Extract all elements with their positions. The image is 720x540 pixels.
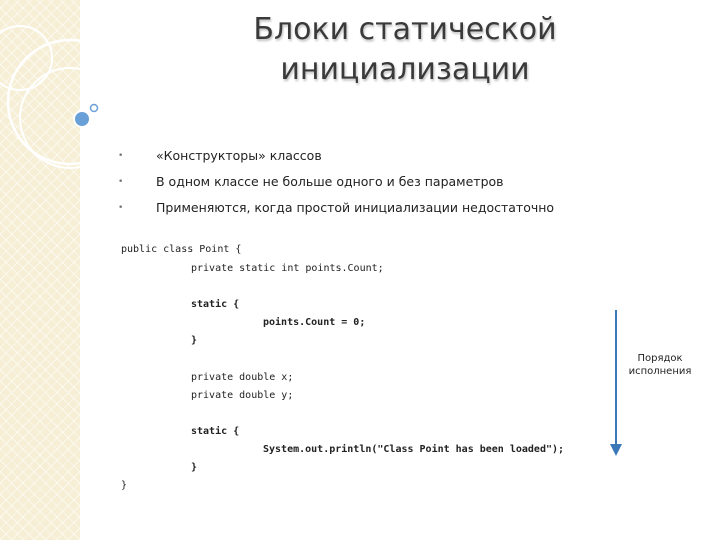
code-line: public class Point {	[121, 244, 242, 255]
bullet-text: Применяются, когда простой инициализации недостаточно	[156, 200, 555, 215]
code-line: System.out.println("Class Point has been loaded");	[263, 444, 565, 455]
code-line: points.Count = 0;	[263, 317, 366, 328]
code-line: }	[121, 480, 128, 491]
decorative-bubble-large	[74, 111, 90, 127]
code-line: private double x;	[191, 372, 294, 383]
code-line: static {	[191, 299, 240, 310]
slide-title	[160, 10, 650, 90]
decorative-circle-inner	[20, 68, 120, 168]
bullet-marker: •	[118, 177, 124, 187]
decorative-bubble-small	[91, 105, 98, 112]
code-line: }	[191, 335, 198, 346]
slide-title-line-1: Блоки статической	[253, 12, 557, 47]
code-line: private double y;	[191, 390, 294, 401]
decorative-circle-large	[8, 40, 132, 164]
bullet-marker: •	[118, 151, 124, 161]
decorative-circles	[0, 0, 160, 240]
execution-order-label: Порядок исполнения	[628, 353, 692, 377]
code-line: }	[191, 462, 198, 473]
bullet-text: «Конструкторы» классов	[156, 148, 322, 163]
bullet-marker: •	[118, 203, 124, 213]
bullet-text: В одном классе не больше одного и без параметров	[156, 174, 504, 189]
execution-order-arrow	[606, 308, 626, 458]
slide-title-line-2: инициализации	[280, 52, 530, 87]
code-line: private static int points.Count;	[191, 263, 384, 274]
code-line: static {	[191, 426, 240, 437]
